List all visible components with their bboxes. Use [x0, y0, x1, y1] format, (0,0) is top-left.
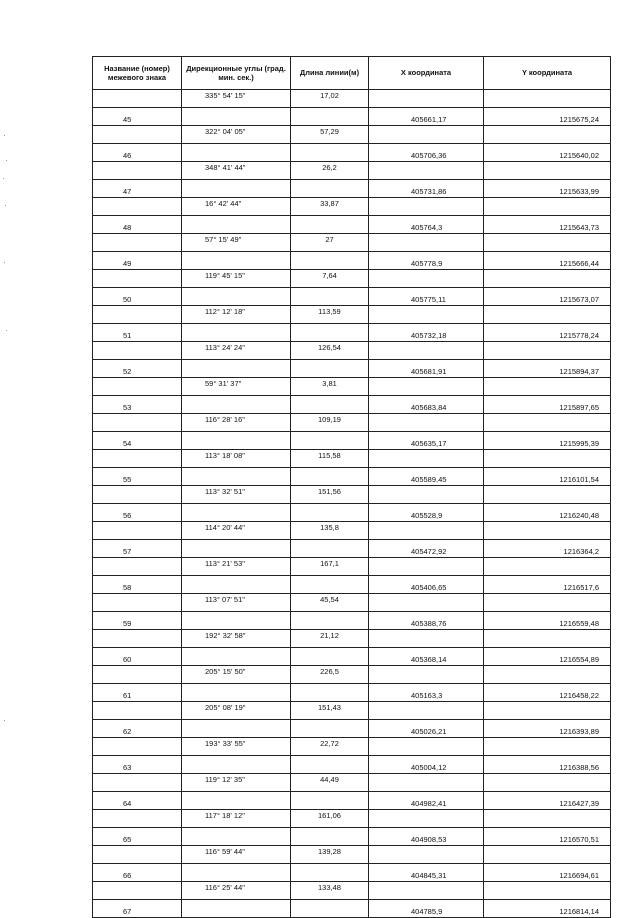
y-coordinate-cell: 1216240,48 — [484, 504, 611, 522]
line-length-cell — [291, 216, 369, 234]
direction-angle-cell — [182, 396, 291, 414]
table-row — [93, 162, 611, 180]
scan-mark — [5, 205, 6, 206]
direction-angle-cell: 113° 21' 53" — [182, 558, 291, 576]
point-name-cell — [93, 450, 182, 468]
line-length-cell: 151,43 — [291, 702, 369, 720]
boundary-coordinates-table — [92, 56, 611, 918]
line-length-cell — [291, 504, 369, 522]
table-row — [93, 288, 611, 306]
line-length-cell: 44,49 — [291, 774, 369, 792]
line-length-cell: 22,72 — [291, 738, 369, 756]
y-coordinate-cell: 1216458,22 — [484, 684, 611, 702]
direction-angle-cell — [182, 792, 291, 810]
direction-angle-cell: 59° 31' 37" — [182, 378, 291, 396]
point-name-cell — [93, 738, 182, 756]
point-name-cell — [93, 486, 182, 504]
table-row — [93, 774, 611, 792]
y-coordinate-cell — [484, 450, 611, 468]
point-name-cell — [93, 594, 182, 612]
point-name-cell: 65 — [93, 828, 182, 846]
line-length-cell — [291, 720, 369, 738]
x-coordinate-cell: 405661,17 — [369, 108, 484, 126]
point-name-cell — [93, 270, 182, 288]
direction-angle-cell — [182, 144, 291, 162]
direction-angle-cell: 119° 12' 35" — [182, 774, 291, 792]
y-coordinate-cell — [484, 738, 611, 756]
line-length-cell: 26,2 — [291, 162, 369, 180]
direction-angle-cell: 205° 15' 50" — [182, 666, 291, 684]
point-name-cell: 55 — [93, 468, 182, 486]
x-coordinate-cell — [369, 90, 484, 108]
y-coordinate-cell: 1215640,02 — [484, 144, 611, 162]
table-row — [93, 486, 611, 504]
table-row — [93, 594, 611, 612]
line-length-cell — [291, 864, 369, 882]
x-coordinate-cell: 405388,76 — [369, 612, 484, 630]
scan-mark — [6, 160, 7, 161]
direction-angle-cell — [182, 360, 291, 378]
point-name-cell — [93, 774, 182, 792]
x-coordinate-cell — [369, 702, 484, 720]
direction-angle-cell — [182, 900, 291, 918]
x-coordinate-cell — [369, 270, 484, 288]
table-row — [93, 720, 611, 738]
table-row — [93, 702, 611, 720]
line-length-cell: 151,56 — [291, 486, 369, 504]
line-length-cell — [291, 792, 369, 810]
table-row — [93, 342, 611, 360]
direction-angle-cell: 113° 24' 24" — [182, 342, 291, 360]
direction-angle-cell: 114° 20' 44" — [182, 522, 291, 540]
x-coordinate-cell: 405731,86 — [369, 180, 484, 198]
line-length-cell: 135,8 — [291, 522, 369, 540]
header-y-coordinate: Y координата — [484, 57, 611, 90]
y-coordinate-cell — [484, 666, 611, 684]
table-row — [93, 630, 611, 648]
scan-mark — [4, 262, 5, 263]
direction-angle-cell — [182, 864, 291, 882]
x-coordinate-cell: 405732,18 — [369, 324, 484, 342]
table-row — [93, 198, 611, 216]
point-name-cell — [93, 198, 182, 216]
y-coordinate-cell — [484, 162, 611, 180]
line-length-cell: 3,81 — [291, 378, 369, 396]
x-coordinate-cell: 405368,14 — [369, 648, 484, 666]
point-name-cell: 49 — [93, 252, 182, 270]
direction-angle-cell: 113° 18' 08" — [182, 450, 291, 468]
table-row — [93, 126, 611, 144]
point-name-cell: 63 — [93, 756, 182, 774]
y-coordinate-cell — [484, 702, 611, 720]
y-coordinate-cell: 1215675,24 — [484, 108, 611, 126]
y-coordinate-cell: 1216427,39 — [484, 792, 611, 810]
line-length-cell: 57,29 — [291, 126, 369, 144]
x-coordinate-cell — [369, 306, 484, 324]
y-coordinate-cell — [484, 414, 611, 432]
x-coordinate-cell: 405635,17 — [369, 432, 484, 450]
point-name-cell — [93, 306, 182, 324]
line-length-cell — [291, 432, 369, 450]
direction-angle-cell: 119° 45' 15" — [182, 270, 291, 288]
x-coordinate-cell: 405163,3 — [369, 684, 484, 702]
line-length-cell: 139,28 — [291, 846, 369, 864]
header-direction-angles: Дирекционные углы (град. мин. сек.) — [182, 57, 291, 90]
x-coordinate-cell — [369, 378, 484, 396]
table-row — [93, 558, 611, 576]
point-name-cell — [93, 126, 182, 144]
table-row — [93, 234, 611, 252]
table-row — [93, 846, 611, 864]
table-row — [93, 648, 611, 666]
y-coordinate-cell: 1216517,6 — [484, 576, 611, 594]
table-row — [93, 108, 611, 126]
table-row — [93, 90, 611, 108]
direction-angle-cell — [182, 828, 291, 846]
line-length-cell — [291, 108, 369, 126]
y-coordinate-cell: 1216814,14 — [484, 900, 611, 918]
x-coordinate-cell — [369, 666, 484, 684]
y-coordinate-cell — [484, 198, 611, 216]
direction-angle-cell — [182, 684, 291, 702]
y-coordinate-cell — [484, 558, 611, 576]
table-row — [93, 432, 611, 450]
line-length-cell — [291, 288, 369, 306]
y-coordinate-cell: 1215633,99 — [484, 180, 611, 198]
x-coordinate-cell — [369, 522, 484, 540]
line-length-cell: 7,64 — [291, 270, 369, 288]
y-coordinate-cell — [484, 774, 611, 792]
line-length-cell — [291, 540, 369, 558]
line-length-cell — [291, 684, 369, 702]
line-length-cell — [291, 144, 369, 162]
x-coordinate-cell — [369, 198, 484, 216]
direction-angle-cell — [182, 576, 291, 594]
x-coordinate-cell: 405589,45 — [369, 468, 484, 486]
direction-angle-cell: 193° 33' 55" — [182, 738, 291, 756]
point-name-cell: 50 — [93, 288, 182, 306]
table-row — [93, 396, 611, 414]
table-row — [93, 738, 611, 756]
point-name-cell — [93, 702, 182, 720]
y-coordinate-cell: 1216101,54 — [484, 468, 611, 486]
x-coordinate-cell — [369, 558, 484, 576]
line-length-cell — [291, 396, 369, 414]
direction-angle-cell — [182, 612, 291, 630]
point-name-cell — [93, 846, 182, 864]
direction-angle-cell — [182, 108, 291, 126]
point-name-cell — [93, 90, 182, 108]
y-coordinate-cell: 1215643,73 — [484, 216, 611, 234]
table-row — [93, 900, 611, 918]
x-coordinate-cell: 405764,3 — [369, 216, 484, 234]
scan-mark — [4, 135, 5, 136]
x-coordinate-cell: 405778,9 — [369, 252, 484, 270]
point-name-cell: 56 — [93, 504, 182, 522]
table-body — [93, 90, 611, 918]
line-length-cell — [291, 324, 369, 342]
x-coordinate-cell: 404845,31 — [369, 864, 484, 882]
point-name-cell: 54 — [93, 432, 182, 450]
y-coordinate-cell — [484, 486, 611, 504]
point-name-cell: 66 — [93, 864, 182, 882]
point-name-cell — [93, 882, 182, 900]
line-length-cell — [291, 576, 369, 594]
direction-angle-cell — [182, 252, 291, 270]
y-coordinate-cell: 1216554,89 — [484, 648, 611, 666]
direction-angle-cell: 57° 15' 49" — [182, 234, 291, 252]
direction-angle-cell: 335° 54' 15" — [182, 90, 291, 108]
line-length-cell: 27 — [291, 234, 369, 252]
line-length-cell: 126,54 — [291, 342, 369, 360]
direction-angle-cell — [182, 216, 291, 234]
y-coordinate-cell — [484, 522, 611, 540]
table-row — [93, 270, 611, 288]
y-coordinate-cell — [484, 882, 611, 900]
table-row — [93, 522, 611, 540]
table-row — [93, 756, 611, 774]
line-length-cell — [291, 828, 369, 846]
table-row — [93, 882, 611, 900]
line-length-cell — [291, 612, 369, 630]
y-coordinate-cell — [484, 234, 611, 252]
y-coordinate-cell: 1216559,48 — [484, 612, 611, 630]
y-coordinate-cell: 1215666,44 — [484, 252, 611, 270]
x-coordinate-cell: 404908,53 — [369, 828, 484, 846]
point-name-cell: 60 — [93, 648, 182, 666]
table-row — [93, 144, 611, 162]
x-coordinate-cell — [369, 414, 484, 432]
y-coordinate-cell: 1215897,65 — [484, 396, 611, 414]
x-coordinate-cell — [369, 630, 484, 648]
line-length-cell — [291, 252, 369, 270]
table-row — [93, 378, 611, 396]
direction-angle-cell: 348° 41' 44" — [182, 162, 291, 180]
table-row — [93, 666, 611, 684]
x-coordinate-cell — [369, 846, 484, 864]
table-row — [93, 252, 611, 270]
header-x-coordinate: X координата — [369, 57, 484, 90]
line-length-cell — [291, 648, 369, 666]
table-row — [93, 684, 611, 702]
point-name-cell: 52 — [93, 360, 182, 378]
direction-angle-cell — [182, 540, 291, 558]
point-name-cell: 64 — [93, 792, 182, 810]
direction-angle-cell — [182, 288, 291, 306]
direction-angle-cell: 117° 18' 12" — [182, 810, 291, 828]
y-coordinate-cell — [484, 126, 611, 144]
line-length-cell — [291, 756, 369, 774]
y-coordinate-cell: 1216694,61 — [484, 864, 611, 882]
direction-angle-cell — [182, 180, 291, 198]
y-coordinate-cell: 1216364,2 — [484, 540, 611, 558]
point-name-cell — [93, 810, 182, 828]
direction-angle-cell: 116° 28' 16" — [182, 414, 291, 432]
x-coordinate-cell — [369, 738, 484, 756]
line-length-cell: 21,12 — [291, 630, 369, 648]
table-row — [93, 828, 611, 846]
point-name-cell — [93, 522, 182, 540]
y-coordinate-cell — [484, 270, 611, 288]
table-row — [93, 468, 611, 486]
x-coordinate-cell: 405683,84 — [369, 396, 484, 414]
line-length-cell: 226,5 — [291, 666, 369, 684]
y-coordinate-cell — [484, 630, 611, 648]
y-coordinate-cell — [484, 810, 611, 828]
direction-angle-cell: 113° 07' 51" — [182, 594, 291, 612]
table-row — [93, 360, 611, 378]
table-row — [93, 180, 611, 198]
line-length-cell: 33,87 — [291, 198, 369, 216]
table-row — [93, 324, 611, 342]
direction-angle-cell: 116° 59' 44" — [182, 846, 291, 864]
line-length-cell: 17,02 — [291, 90, 369, 108]
x-coordinate-cell — [369, 774, 484, 792]
y-coordinate-cell — [484, 306, 611, 324]
x-coordinate-cell — [369, 486, 484, 504]
scan-mark — [4, 720, 5, 721]
direction-angle-cell: 205° 08' 19" — [182, 702, 291, 720]
point-name-cell: 51 — [93, 324, 182, 342]
y-coordinate-cell: 1216388,56 — [484, 756, 611, 774]
point-name-cell: 47 — [93, 180, 182, 198]
direction-angle-cell: 112° 12' 18" — [182, 306, 291, 324]
x-coordinate-cell — [369, 342, 484, 360]
point-name-cell: 45 — [93, 108, 182, 126]
table-row — [93, 540, 611, 558]
x-coordinate-cell: 405406,65 — [369, 576, 484, 594]
line-length-cell: 45,54 — [291, 594, 369, 612]
x-coordinate-cell — [369, 450, 484, 468]
direction-angle-cell: 322° 04' 05" — [182, 126, 291, 144]
point-name-cell — [93, 630, 182, 648]
table-row — [93, 810, 611, 828]
line-length-cell: 115,58 — [291, 450, 369, 468]
direction-angle-cell — [182, 432, 291, 450]
x-coordinate-cell: 405528,9 — [369, 504, 484, 522]
y-coordinate-cell: 1215778,24 — [484, 324, 611, 342]
line-length-cell — [291, 900, 369, 918]
table-header-row — [93, 57, 611, 90]
point-name-cell: 61 — [93, 684, 182, 702]
x-coordinate-cell: 405472,92 — [369, 540, 484, 558]
table-row — [93, 504, 611, 522]
x-coordinate-cell — [369, 126, 484, 144]
point-name-cell — [93, 414, 182, 432]
direction-angle-cell: 113° 32' 51" — [182, 486, 291, 504]
y-coordinate-cell — [484, 90, 611, 108]
direction-angle-cell — [182, 324, 291, 342]
table-row — [93, 612, 611, 630]
table-row — [93, 216, 611, 234]
point-name-cell — [93, 558, 182, 576]
line-length-cell: 167,1 — [291, 558, 369, 576]
x-coordinate-cell: 405026,21 — [369, 720, 484, 738]
point-name-cell: 48 — [93, 216, 182, 234]
direction-angle-cell: 116° 25' 44" — [182, 882, 291, 900]
x-coordinate-cell — [369, 234, 484, 252]
y-coordinate-cell — [484, 342, 611, 360]
direction-angle-cell — [182, 504, 291, 522]
line-length-cell: 133,48 — [291, 882, 369, 900]
x-coordinate-cell — [369, 882, 484, 900]
direction-angle-cell: 192° 32' 58" — [182, 630, 291, 648]
y-coordinate-cell — [484, 378, 611, 396]
line-length-cell: 109,19 — [291, 414, 369, 432]
point-name-cell — [93, 666, 182, 684]
table-row — [93, 792, 611, 810]
y-coordinate-cell — [484, 594, 611, 612]
y-coordinate-cell — [484, 846, 611, 864]
table-row — [93, 306, 611, 324]
direction-angle-cell — [182, 756, 291, 774]
direction-angle-cell — [182, 648, 291, 666]
point-name-cell: 58 — [93, 576, 182, 594]
point-name-cell: 57 — [93, 540, 182, 558]
y-coordinate-cell: 1216570,51 — [484, 828, 611, 846]
header-line-length: Длина линии(м) — [291, 57, 369, 90]
direction-angle-cell — [182, 468, 291, 486]
y-coordinate-cell: 1215995,39 — [484, 432, 611, 450]
x-coordinate-cell — [369, 162, 484, 180]
line-length-cell: 113,59 — [291, 306, 369, 324]
line-length-cell — [291, 360, 369, 378]
point-name-cell: 59 — [93, 612, 182, 630]
x-coordinate-cell: 405004,12 — [369, 756, 484, 774]
x-coordinate-cell: 404785,9 — [369, 900, 484, 918]
scan-mark — [3, 178, 4, 179]
y-coordinate-cell: 1215673,07 — [484, 288, 611, 306]
point-name-cell: 53 — [93, 396, 182, 414]
point-name-cell: 62 — [93, 720, 182, 738]
point-name-cell — [93, 378, 182, 396]
line-length-cell — [291, 468, 369, 486]
x-coordinate-cell: 405775,11 — [369, 288, 484, 306]
table-row — [93, 576, 611, 594]
direction-angle-cell: 16° 42' 44" — [182, 198, 291, 216]
y-coordinate-cell: 1216393,89 — [484, 720, 611, 738]
point-name-cell: 46 — [93, 144, 182, 162]
x-coordinate-cell: 404982,41 — [369, 792, 484, 810]
scan-mark — [6, 330, 7, 331]
table-row — [93, 414, 611, 432]
y-coordinate-cell: 1215894,37 — [484, 360, 611, 378]
line-length-cell: 161,06 — [291, 810, 369, 828]
point-name-cell: 67 — [93, 900, 182, 918]
table-row — [93, 864, 611, 882]
x-coordinate-cell: 405706,36 — [369, 144, 484, 162]
direction-angle-cell — [182, 720, 291, 738]
point-name-cell — [93, 234, 182, 252]
x-coordinate-cell: 405681,91 — [369, 360, 484, 378]
x-coordinate-cell — [369, 810, 484, 828]
x-coordinate-cell — [369, 594, 484, 612]
point-name-cell — [93, 342, 182, 360]
header-point-name: Название (номер) межевого знака — [93, 57, 182, 90]
table-row — [93, 450, 611, 468]
point-name-cell — [93, 162, 182, 180]
line-length-cell — [291, 180, 369, 198]
